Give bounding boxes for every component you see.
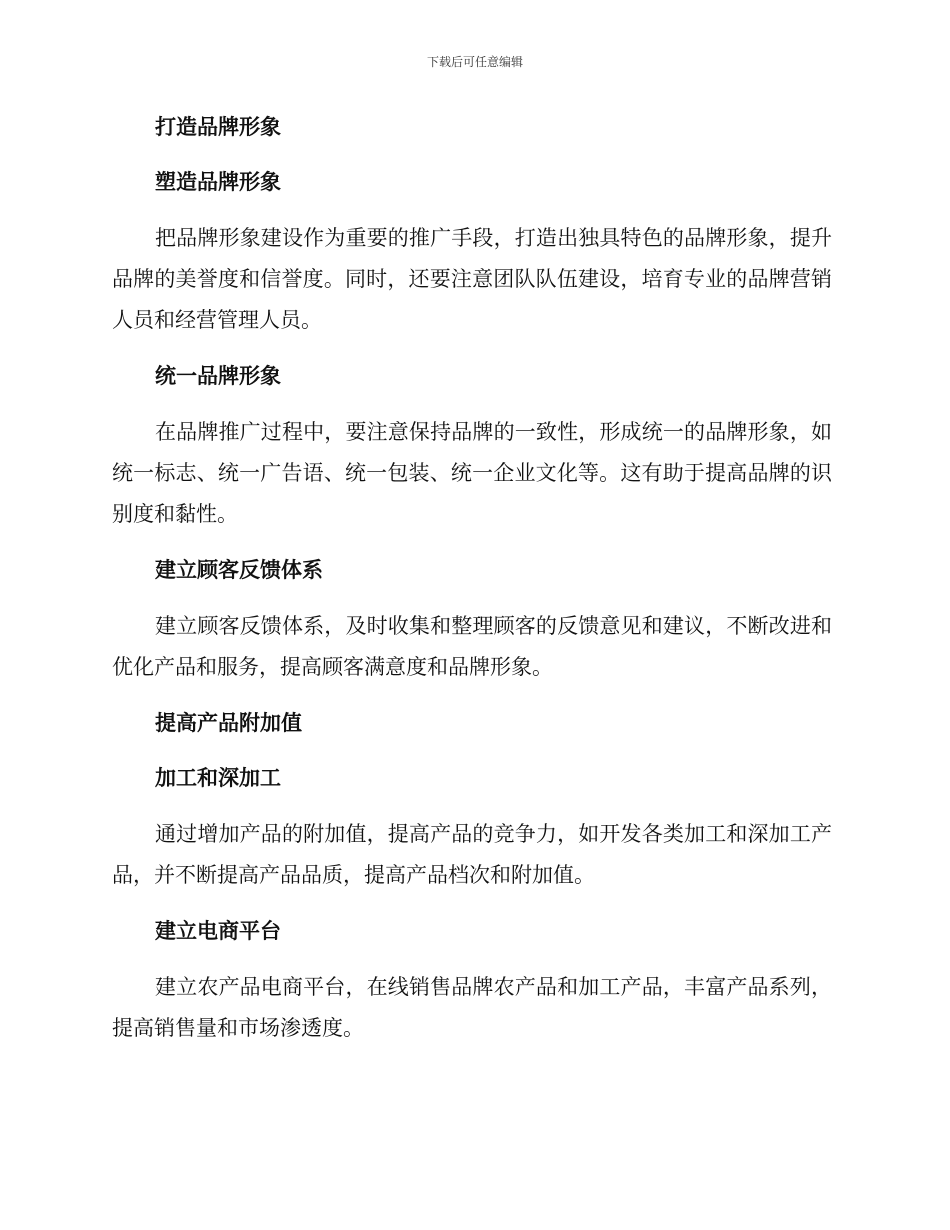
heading-ecommerce-platform: 建立电商平台	[155, 919, 281, 943]
paragraph-customer-feedback: 建立顾客反馈体系，及时收集和整理顾客的反馈意见和建议，不断改进和优化产品和服务，提高顾客满意度和品牌形象。	[112, 614, 832, 679]
heading-processing: 加工和深加工	[155, 766, 281, 790]
paragraph-shape-brand-image: 把品牌形象建设作为重要的推广手段，打造出独具特色的品牌形象，提升品牌的美誉度和信誉度。同时，还要注意团队队伍建设，培育专业的品牌营销人员和经营管理人员。	[112, 226, 832, 332]
header-note: 下载后可任意编辑	[426, 55, 523, 69]
heading-build-brand-image: 打造品牌形象	[155, 115, 281, 139]
heading-unify-brand-image: 统一品牌形象	[155, 364, 281, 388]
paragraph-processing: 通过增加产品的附加值，提高产品的竞争力，如开发各类加工和深加工产品，并不断提高产品品质，提高产品档次和附加值。	[112, 822, 832, 887]
document-body	[112, 108, 832, 1065]
heading-customer-feedback: 建立顾客反馈体系	[155, 558, 323, 582]
paragraph-unify-brand-image: 在品牌推广过程中，要注意保持品牌的一致性，形成统一的品牌形象，如统一标志、统一广告语、统一包装、统一企业文化等。这有助于提高品牌的识别度和黏性。	[112, 420, 832, 526]
heading-shape-brand-image: 塑造品牌形象	[155, 170, 281, 194]
heading-added-value: 提高产品附加值	[155, 711, 302, 735]
paragraph-ecommerce-platform: 建立农产品电商平台，在线销售品牌农产品和加工产品，丰富产品系列，提高销售量和市场渗透度。	[112, 975, 832, 1040]
